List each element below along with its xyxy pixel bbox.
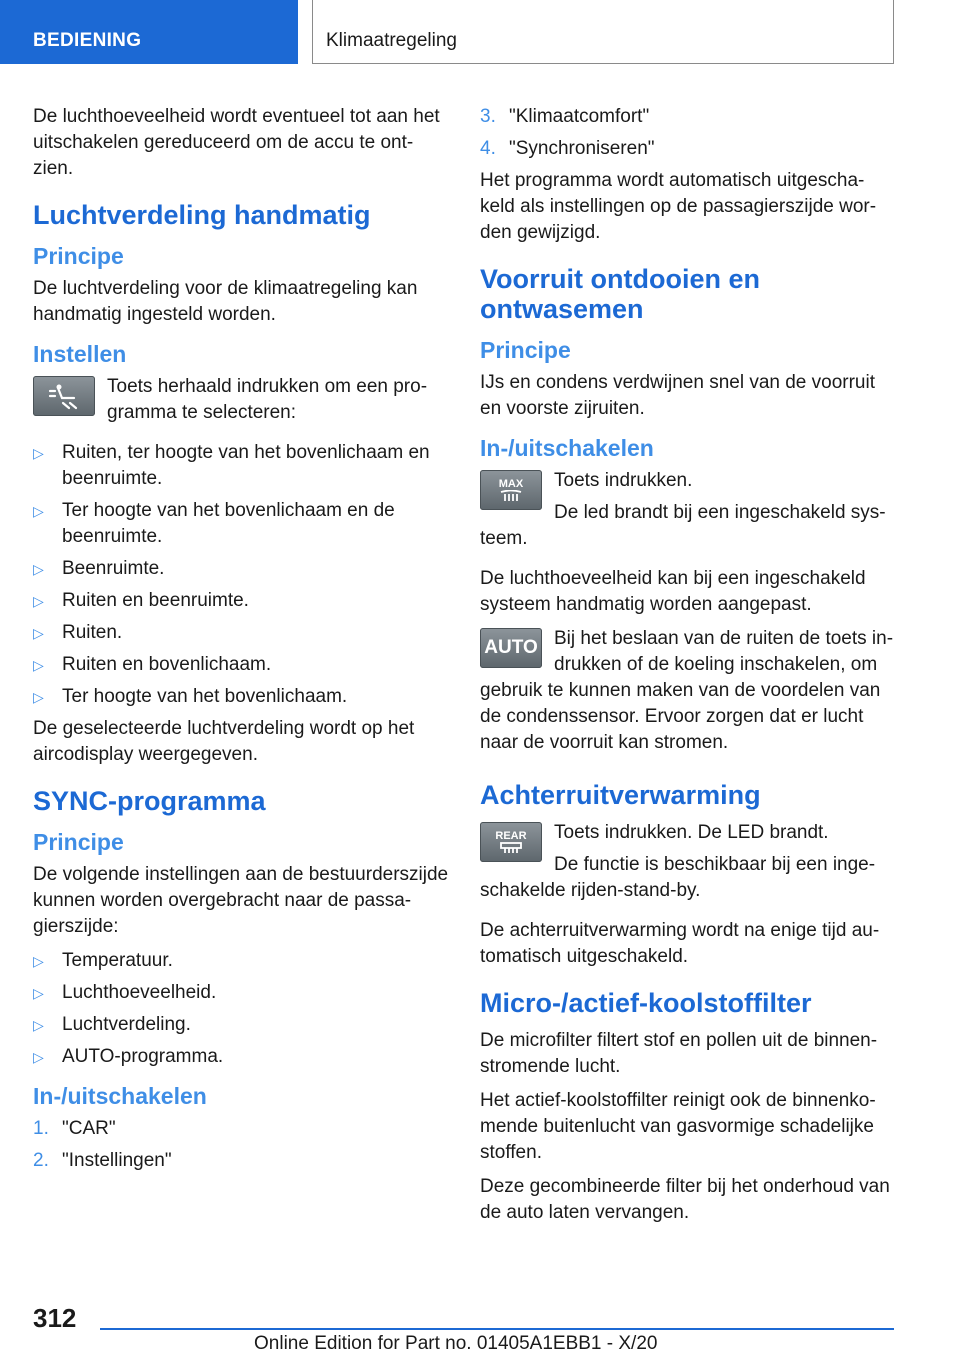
filter-text-3: Deze gecombineerde filter bij het onderhoud van de auto laten vervangen. <box>480 1176 890 1223</box>
triangle-bullet-icon: ▷ <box>33 657 44 673</box>
list-item: ▷ Ruiten. <box>33 620 451 646</box>
page-number: 312 <box>33 1303 77 1333</box>
triangle-bullet-icon: ▷ <box>33 953 44 969</box>
triangle-bullet-icon: ▷ <box>33 689 44 705</box>
heading-sync: SYNC-programma <box>33 786 266 816</box>
auto-button-icon: AUTO <box>480 628 542 668</box>
instellen-block <box>33 374 451 432</box>
step-item: 2. "Instellingen" <box>33 1150 172 1171</box>
filter-text-2: Het actief-koolstoffilter reinigt ook de binnenko-mende buitenlucht van gasvormige schadelijke stoffen. <box>480 1090 876 1163</box>
max-line-1: Toets indrukken. <box>554 470 693 491</box>
bullet-list-1 <box>33 440 451 710</box>
max-line-2: De led brandt bij een ingeschakeld sys-teem. <box>480 502 886 549</box>
list-item: ▷ AUTO-programma. <box>33 1044 451 1070</box>
triangle-bullet-icon: ▷ <box>33 625 44 641</box>
rear-defrost-button-icon: REAR <box>480 822 542 862</box>
step-item: 4. "Synchroniseren" <box>480 138 655 159</box>
rear-line-2: De functie is beschikbaar bij een inge-schakelde rijden-stand-by. <box>480 854 876 901</box>
rear-after-text: De achterruitverwarming wordt na enige tijd au-tomatisch uitgeschakeld. <box>480 920 880 967</box>
chapter-header <box>312 0 894 64</box>
section-tab <box>0 0 298 64</box>
triangle-bullet-icon: ▷ <box>33 985 44 1001</box>
footer-divider <box>100 1328 894 1330</box>
bullet-list-2 <box>33 948 451 1070</box>
list-item: ▷ Beenruimte. <box>33 556 451 582</box>
section-label: BEDIENING <box>33 30 142 51</box>
triangle-bullet-icon: ▷ <box>33 503 44 519</box>
max-block <box>480 468 898 558</box>
principe-text: De luchtverdeling voor de klimaatregeling kan handmatig ingesteld worden. <box>33 278 418 325</box>
right-column <box>480 104 898 1234</box>
heading-filter: Micro-/actief-koolstoffilter <box>480 988 812 1018</box>
heading-voorruit: Voorruit ontdooien en ontwasemen <box>480 264 760 324</box>
list-item: ▷ Ter hoogte van het bovenlichaam. <box>33 684 451 710</box>
heading-principe: Principe <box>33 829 124 855</box>
heading-instellen: Instellen <box>33 341 127 367</box>
triangle-bullet-icon: ▷ <box>33 1017 44 1033</box>
step-item: 3. "Klimaatcomfort" <box>480 106 650 127</box>
list-item: ▷ Ter hoogte van het bovenlichaam en de beenruimte. <box>33 498 451 550</box>
filter-text-1: De microfilter filtert stof en pollen uit de binnen-stromende lucht. <box>480 1030 878 1077</box>
auto-block <box>480 626 898 762</box>
list-item: ▷ Ruiten, ter hoogte van het bovenlichaam en beenruimte. <box>33 440 451 492</box>
sync-principe-text: De volgende instellingen aan de bestuurderszijde kunnen worden overgebracht naar de passa-gierszijde: <box>33 864 449 937</box>
rear-line-1: Toets indrukken. De LED brandt. <box>554 822 829 843</box>
voorruit-principe-text: IJs en condens verdwijnen snel van de voorruit en voorste zijruiten. <box>480 372 876 419</box>
heading-achterruit: Achterruitverwarming <box>480 780 761 810</box>
heading-principe: Principe <box>480 337 571 363</box>
max-after-text: De luchthoeveelheid kan bij een ingeschakeld systeem handmatig worden aangepast. <box>480 568 866 615</box>
triangle-bullet-icon: ▷ <box>33 593 44 609</box>
edition-footer: Online Edition for Part no. 01405A1EBB1 - X/20 <box>254 1333 658 1354</box>
list-item: ▷ Ruiten en bovenlichaam. <box>33 652 451 678</box>
auto-text: Bij het beslaan van de ruiten de toets in-drukken of de koeling inschakelen, om gebruik te kunnen maken van de voordelen van de condenssensor. Ervoor zorgen dat er lucht naar de voorruit kan stromen. <box>480 628 894 753</box>
list-item: ▷ Luchthoeveelheid. <box>33 980 451 1006</box>
heading-in-uitschakelen: In-/uitschakelen <box>33 1083 207 1109</box>
list-item: ▷ Luchtverdeling. <box>33 1012 451 1038</box>
max-defrost-button-icon: MAX <box>480 470 542 510</box>
rear-block <box>480 820 898 910</box>
triangle-bullet-icon: ▷ <box>33 445 44 461</box>
step-item: 1. "CAR" <box>33 1118 116 1139</box>
triangle-bullet-icon: ▷ <box>33 561 44 577</box>
instellen-text: Toets herhaald indrukken om een pro-gramma te selecteren: <box>107 376 428 423</box>
heading-in-uitschakelen: In-/uitschakelen <box>480 435 654 461</box>
heading-principe: Principe <box>33 243 124 269</box>
left-column <box>33 104 451 1180</box>
list-item: ▷ Ruiten en beenruimte. <box>33 588 451 614</box>
display-note: De geselecteerde luchtverdeling wordt op het aircodisplay weergegeven. <box>33 718 415 765</box>
triangle-bullet-icon: ▷ <box>33 1049 44 1065</box>
intro-text: De luchthoeveelheid wordt eventueel tot aan het uitschakelen gereduceerd om de accu te ont-zien. <box>33 106 440 179</box>
heading-luchtverdeling: Luchtverdeling handmatig <box>33 200 371 230</box>
sync-off-text: Het programma wordt automatisch uitgescha-keld als instellingen op de passagierszijde wor-den gewijzigd. <box>480 170 877 243</box>
air-distribution-button-icon <box>33 376 95 416</box>
list-item: ▷ Temperatuur. <box>33 948 451 974</box>
chapter-title: Klimaatregeling <box>326 30 457 51</box>
